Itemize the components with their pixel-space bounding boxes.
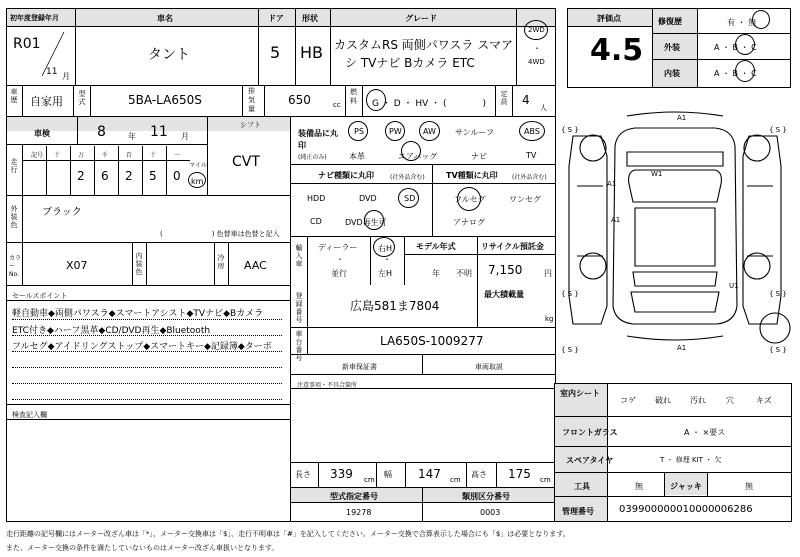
damage-code: A1 (611, 216, 621, 224)
damage-code: W1 (651, 170, 663, 178)
drive-2wd: 2WD (528, 26, 545, 34)
mgmt-number: 039900000010000006286 (619, 504, 753, 515)
shape-label: 形状 (302, 14, 318, 23)
grade-value-line1: カスタムRS 両側パワスラ スマア (334, 38, 513, 52)
odo-digit: 2 (77, 169, 85, 183)
width-value: 147 (418, 467, 441, 481)
inspection-year: 8 (97, 124, 106, 140)
score-value: 4.5 (590, 33, 644, 68)
inspection-month: 11 (150, 124, 168, 140)
odo-unit: 百 (126, 152, 133, 159)
inspector-label: 検査記入欄 (12, 411, 47, 419)
sales-line-2: ETC付き◆ハーフ黒革◆CD/DVD再生◆Bluetooth (12, 326, 211, 336)
damage-code: A1 (677, 114, 687, 122)
odo-unit: 十 (150, 152, 157, 159)
svg-text:{ S }: { S } (561, 126, 579, 134)
color-no-value: X07 (66, 259, 88, 272)
use-value: 自家用 (30, 95, 63, 108)
history-label: 車歴 (10, 88, 18, 104)
ac-value: AAC (244, 259, 267, 272)
equip-title: 装備品に丸印 (298, 129, 338, 150)
model-value: 5BA-LA650S (128, 93, 202, 107)
color-value: ブラック (42, 207, 82, 218)
slash-divider (38, 30, 68, 80)
odo-digit: 5 (149, 169, 157, 183)
damage-code: U1 (729, 282, 739, 290)
displacement-value: 650 (288, 93, 311, 107)
grade-label: グレード (405, 14, 437, 23)
odo-digit: 6 (101, 169, 109, 183)
first-reg-era: R01 (13, 36, 41, 52)
damage-code: A1 (607, 180, 617, 188)
odo-digit: 2 (125, 169, 133, 183)
doors-value: 5 (270, 43, 281, 62)
fuel-options: G ・ D ・ HV ・ ( ) (372, 99, 487, 109)
damage-code: A1 (677, 344, 687, 352)
footer-line-1: 走行距離の記号欄にはメーター改ざん車は「*」、メーター交換車は「$」、走行不明車は「#」を記入してください。メーター交換で合算表示した場合にも「$」は必要となります。 (6, 530, 570, 538)
sales-line-3: フルセグ◆アイドリングストップ◆スマートキー◆記録簿◆ターボ (12, 342, 272, 352)
type-no-value: 19278 (346, 508, 372, 517)
first-reg-label: 初年度登録年月 (10, 14, 59, 22)
capacity-value: 4 (522, 93, 530, 107)
reg-value: 広島581ま7804 (350, 299, 440, 313)
class-no-value: 0003 (480, 508, 501, 517)
chassis-value: LA650S-1009277 (380, 334, 484, 348)
sales-label: セールスポイント (12, 292, 68, 300)
car-damage-diagram (561, 106, 795, 366)
recycle-value: 7,150 (488, 263, 523, 277)
svg-text:{ S }: { S } (561, 346, 579, 354)
grade-value-line2: シ TVナビ Bカメラ ETC (345, 56, 475, 70)
svg-text:{ S }: { S } (769, 346, 787, 354)
odo-unit: 十 (54, 152, 61, 159)
odo-unit: 一 (174, 152, 181, 159)
car-name-label: 車名 (157, 14, 173, 23)
length-value: 339 (330, 467, 353, 481)
height-value: 175 (508, 467, 531, 481)
svg-text:{ S }: { S } (769, 290, 787, 298)
shift-value: CVT (232, 154, 260, 170)
odo-unit: 千 (102, 152, 109, 159)
odo-digit: 0 (173, 169, 181, 183)
svg-text:{ S }: { S } (561, 290, 579, 298)
shape-value: HB (300, 43, 324, 62)
odo-unit: 万 (78, 152, 85, 159)
door-label: ドア (268, 14, 284, 23)
sales-line-1: 軽自動車◆両側パワスラ◆スマートアシスト◆TVナビ◆Bカメラ (12, 309, 264, 319)
car-name-value: タント (148, 47, 190, 63)
footer-line-2: また、メーター交換の条件を満たしていないものはメーター改ざん車扱いとなります。 (6, 544, 279, 552)
first-reg-month: 11 (46, 67, 58, 77)
svg-text:{ S }: { S } (769, 126, 787, 134)
